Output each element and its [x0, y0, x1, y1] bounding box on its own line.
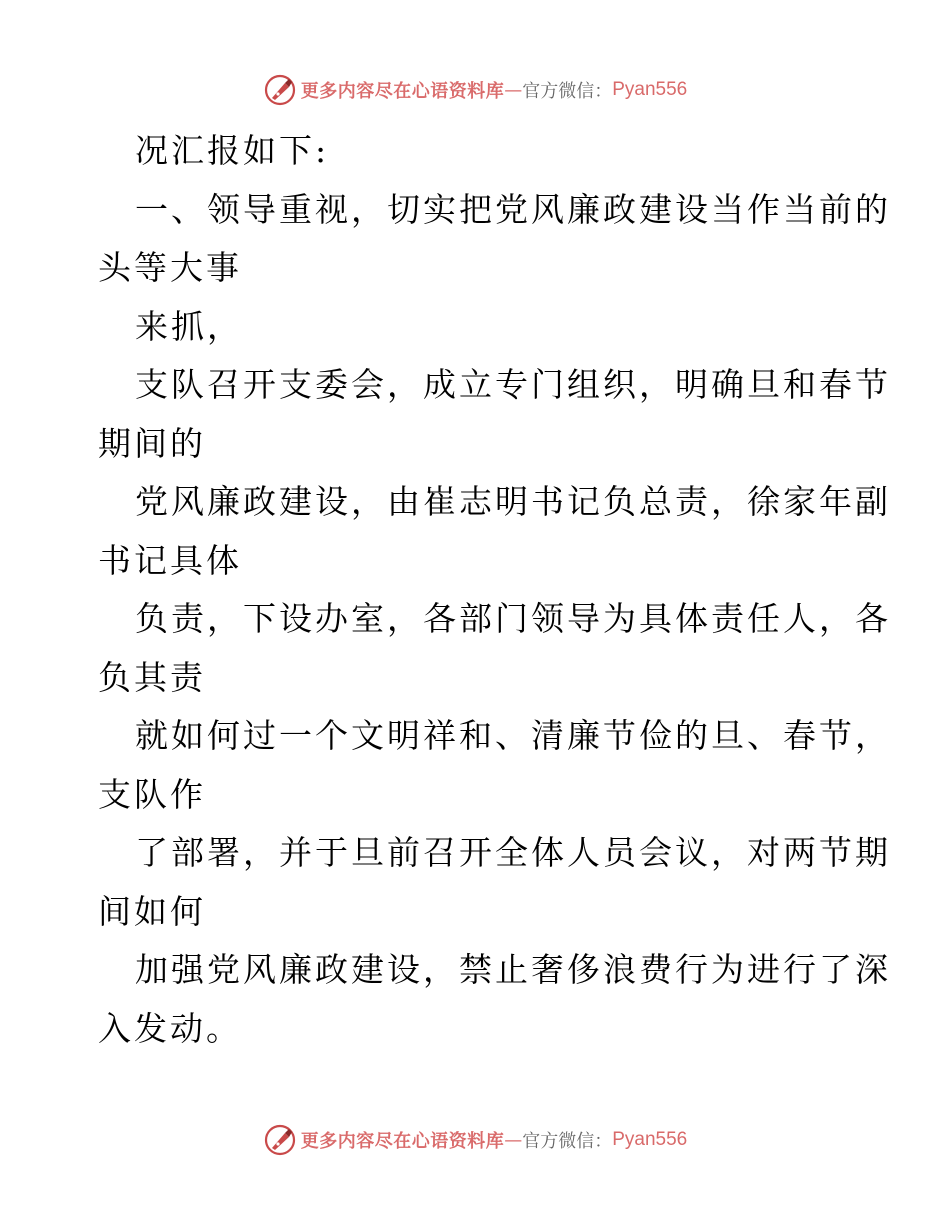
pen-nib-logo-icon: [263, 1123, 297, 1157]
body-line: 就如何过一个文明祥和、清廉节俭的旦、春节，: [135, 716, 891, 755]
footer-watermark-text: 更多内容尽在心语资料库: [300, 1131, 505, 1152]
body-line: 加强党风廉政建设，禁止奢侈浪费行为进行了深: [135, 950, 891, 989]
body-line: 负责，下设办室，各部门领导为具体责任人，各: [135, 599, 891, 638]
body-line: 间如何: [98, 891, 206, 931]
footer-wechat-label: 官方微信：: [522, 1131, 613, 1152]
body-line: 支队作: [98, 774, 206, 814]
header-wechat-account: Pyan556: [612, 79, 688, 100]
footer-watermark-dash: —: [504, 1129, 523, 1151]
header-wechat-label: 官方微信：: [522, 81, 613, 102]
document-body: [98, 122, 891, 1058]
header-watermark-text: 更多内容尽在心语资料库: [300, 81, 505, 102]
body-line: 书记具体: [98, 540, 242, 580]
header-watermark-dash: —: [504, 79, 523, 101]
body-line: 负其责: [98, 657, 206, 697]
body-line: 头等大事: [98, 248, 242, 287]
pen-nib-logo-icon: [263, 73, 297, 107]
body-line: 入发动。: [98, 1008, 242, 1048]
body-line: 期间的: [98, 423, 206, 463]
body-line: 支队召开支委会，成立专门组织，明确旦和春节: [135, 365, 891, 404]
body-line: 了部署，并于旦前召开全体人员会议，对两节期: [135, 833, 891, 872]
footer-wechat-account: Pyan556: [612, 1129, 688, 1150]
header-watermark-banner: [0, 70, 950, 110]
footer-watermark-banner: [0, 1120, 950, 1160]
body-line: 况汇报如下:: [135, 131, 330, 170]
body-line: 来抓，: [135, 306, 243, 346]
body-line: 党风廉政建设，由崔志明书记负总责，徐家年副: [135, 482, 891, 521]
body-line: 一、领导重视，切实把党风廉政建设当作当前的: [135, 189, 891, 229]
